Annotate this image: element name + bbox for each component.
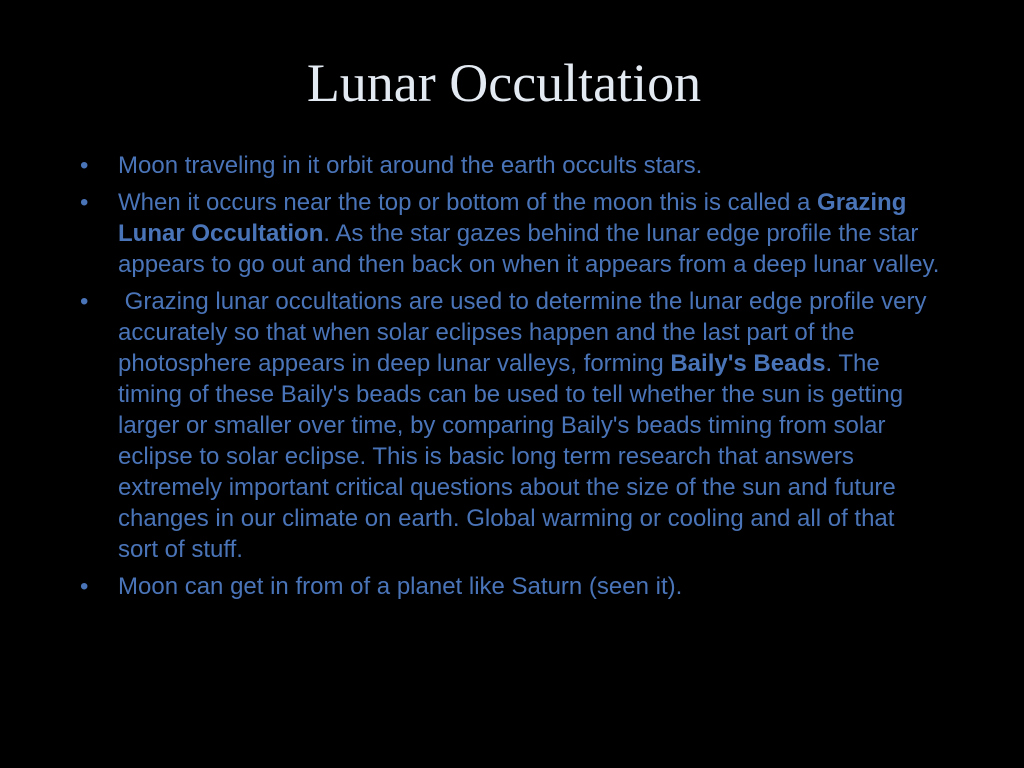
slide-title: Lunar Occultation: [306, 53, 702, 113]
bullet-text: Grazing lunar occultations are used to determine the lunar edge profile very accurately so that when solar eclipses happen and the last part of the photosphere appears in deep lunar valleys, forming: [118, 288, 934, 377]
bullet-item: [80, 286, 940, 565]
bullet-text: . The timing of these Baily's beads can be used to tell whether the sun is getting larger or smaller over time, by comparing Baily's beads timing from solar eclipse to solar eclipse. This is basic long term research that answers extremely important critical questions about the size of the sun and future changes in our climate on earth. Global warming or cooling and all of that sort of stuff.: [118, 350, 904, 563]
bullet-marker: •: [80, 152, 89, 179]
bullet-marker: •: [80, 573, 89, 600]
bullet-list: [80, 150, 940, 608]
bold-term-grazing-lunar-occultation: Grazing Lunar Occultation: [118, 189, 907, 247]
bullet-text: . As the star gazes behind the lunar edge profile the star appears to go out and then back on when it appears from a deep lunar valley.: [118, 220, 940, 278]
bold-term-bailys-beads: Baily's Beads: [670, 350, 826, 377]
bullet-item: [80, 187, 940, 280]
bullet-marker: •: [80, 288, 89, 315]
bullet-text: When it occurs near the top or bottom of the moon this is called a: [118, 189, 818, 216]
bullet-marker: •: [80, 189, 89, 216]
bullet-item: [80, 571, 940, 602]
bullet-text: Moon traveling in it orbit around the earth occults stars.: [118, 152, 703, 179]
bullet-item: [80, 150, 940, 181]
bullet-text: Moon can get in from of a planet like Saturn (seen it).: [118, 573, 683, 600]
